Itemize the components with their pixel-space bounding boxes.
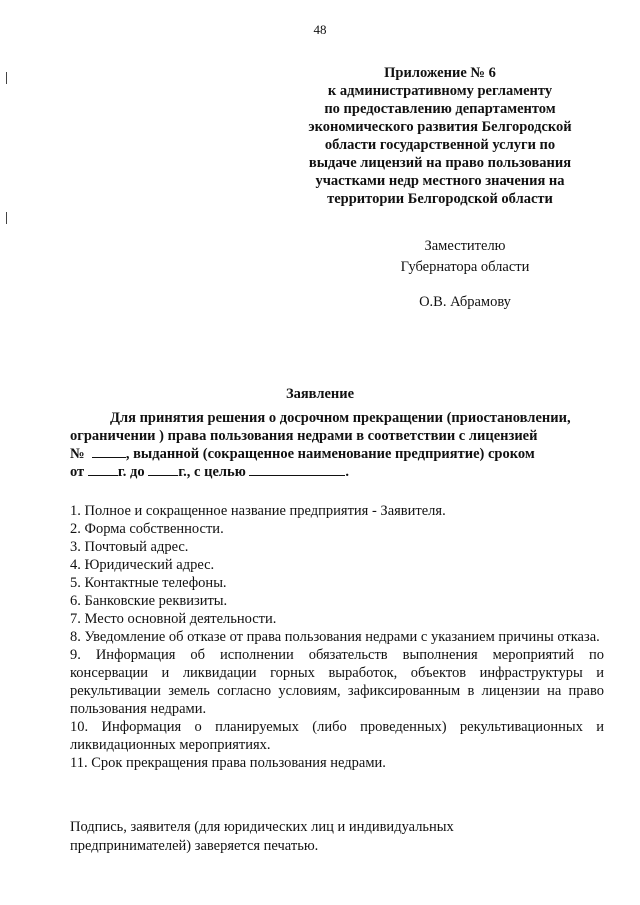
request-line: Для принятия решения о досрочном прекращении (приостановлении, xyxy=(110,410,571,426)
date-to-label: г. до xyxy=(117,464,145,480)
request-text: , выданной (сокращенное наименование предприятие) сроком xyxy=(125,446,535,462)
appendix-line: Приложение № 6 xyxy=(384,65,496,81)
appendix-line: по предоставлению департаментом xyxy=(324,101,556,117)
purpose-label: г., с целью xyxy=(178,464,246,480)
request-line xyxy=(70,445,602,463)
appendix-line: экономического развития Белгородской xyxy=(308,119,572,135)
request-text-group xyxy=(70,445,535,463)
requirements-list xyxy=(70,502,604,772)
request-text: ограничении ) права пользования недрами в соответствии с лицензией xyxy=(70,428,538,444)
page-number: 48 xyxy=(313,22,327,37)
signature-line: предпринимателей) заверяется печатью. xyxy=(70,838,319,854)
date-to-blank xyxy=(148,463,178,476)
license-number-blank xyxy=(92,445,126,458)
date-from-blank xyxy=(88,463,118,476)
scan-edge-mark xyxy=(6,212,7,224)
signature-note xyxy=(70,818,590,856)
request-line xyxy=(70,427,602,445)
addressee-block xyxy=(380,236,550,313)
list-item: 9. Информация об исполнении обязательств выполнения мероприятий по консервации и ликвидации горных выработок, объектов инфраструктуры и рекультивации земель согласно условиям, зафиксированным в лицензии на право пользования недрами. xyxy=(70,647,604,717)
appendix-line: выдаче лицензий на право пользования xyxy=(308,155,572,171)
appendix-header xyxy=(290,64,590,208)
list-item: 3. Почтовый адрес. xyxy=(70,539,189,555)
list-item: 8. Уведомление об отказе от права пользования недрами с указанием причины отказа. xyxy=(70,629,600,645)
scan-edge-mark xyxy=(6,72,7,84)
request-line xyxy=(70,463,602,481)
appendix-line: участками недр местного значения на xyxy=(315,173,565,189)
appendix-line: к административному регламенту xyxy=(327,83,553,99)
license-number-label: № xyxy=(70,446,85,462)
list-item: 11. Срок прекращения права пользования недрами. xyxy=(70,755,386,771)
list-item: 4. Юридический адрес. xyxy=(70,557,215,573)
addressee-title-line: Губернатора области xyxy=(400,259,530,275)
request-period: . xyxy=(345,464,350,480)
purpose-blank xyxy=(249,463,345,476)
addressee-name: О.В. Абрамову xyxy=(419,294,511,310)
addressee-title-line: Заместителю xyxy=(424,238,506,254)
appendix-line: области государственной услуги по xyxy=(324,137,556,153)
signature-line: Подпись, заявителя (для юридических лиц и индивидуальных xyxy=(70,819,454,835)
date-from-label: от xyxy=(70,464,85,480)
list-item: 10. Информация о планируемых (либо проведенных) рекультивационных и ликвидационных мероприятиях. xyxy=(70,719,604,753)
list-item: 6. Банковские реквизиты. xyxy=(70,593,228,609)
document-title: Заявление xyxy=(285,386,355,402)
list-item: 7. Место основной деятельности. xyxy=(70,611,277,627)
appendix-line: территории Белгородской области xyxy=(327,191,553,207)
list-item: 1. Полное и сокращенное название предприятия - Заявителя. xyxy=(70,503,446,519)
list-item: 2. Форма собственности. xyxy=(70,521,224,537)
request-paragraph xyxy=(70,409,602,481)
list-item: 5. Контактные телефоны. xyxy=(70,575,227,591)
